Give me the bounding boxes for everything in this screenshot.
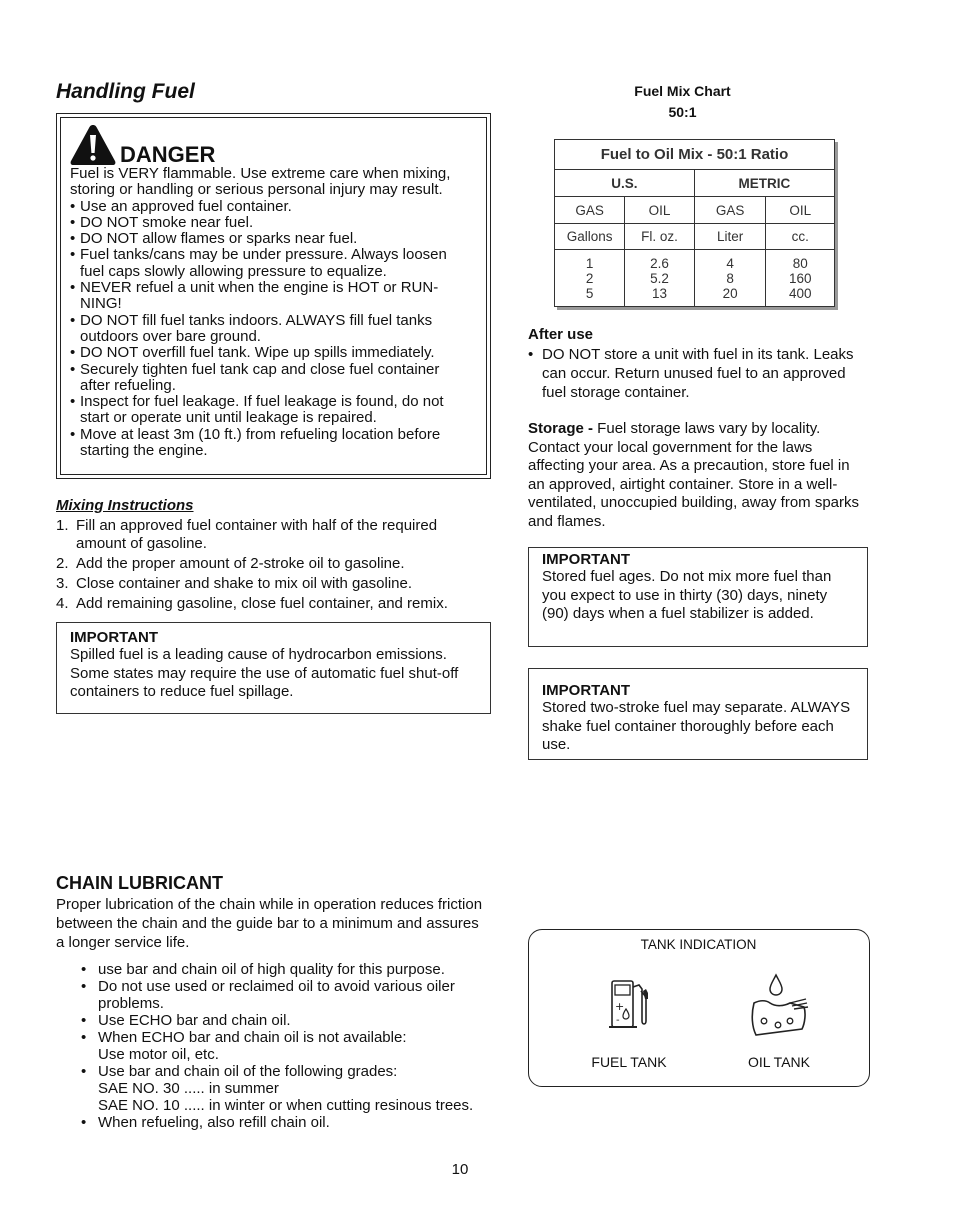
value: 80 [792,255,808,271]
after-use-list [528,345,873,402]
section-title-handling-fuel: Handling Fuel [56,80,195,103]
fuel-tank-label: FUEL TANK [591,1054,667,1070]
mixing-instructions-title: Mixing Instructions [56,497,194,514]
value: 400 [788,285,812,301]
us-header: U.S. [555,170,695,197]
important-separate-box [528,668,868,760]
danger-item: • Fuel tanks/cans may be under pressure. Always loosen fuel caps slowly allowing pressure to equalize. [70,247,470,280]
step-text: Add the proper amount of 2-stroke oil to gasoline. [76,555,405,572]
chain-item: • use bar and chain oil of high quality for this purpose. [56,961,501,978]
unit-cell: Fl. oz. [625,224,695,250]
danger-item: • DO NOT overfill fuel tank. Wipe up spills immediately. [70,345,470,361]
danger-list [70,199,470,460]
fuel-mix-caption [600,81,765,123]
value: 20 [722,285,738,301]
step-text: Close container and shake to mix oil with gasoline. [76,575,413,592]
value: 8 [726,270,734,286]
step-number: 1. [56,517,69,534]
danger-item: • NEVER refuel a unit when the engine is HOT or RUN- NING! [70,280,470,313]
value: 1 [585,255,594,271]
important-text: Stored two-stroke fuel may separate. ALWAYS shake fuel container thoroughly before each use. [542,699,851,754]
important-title: IMPORTANT [70,629,159,646]
unit-cell: Gallons [555,224,625,250]
danger-header [70,124,470,166]
mixing-steps [56,517,471,615]
after-use-title: After use [528,326,594,343]
danger-item: • Move at least 3m (10 ft.) from refueling location before starting the engine. [70,427,470,460]
mixing-step [56,555,471,573]
danger-box [56,113,491,479]
chain-item: • Use ECHO bar and chain oil. [56,1012,501,1029]
fuel-mix-caption-ratio: 50:1 [668,104,697,120]
danger-intro-line-2: storing or handling or serious personal injury may result. [70,181,443,199]
danger-heading: DANGER [120,142,216,167]
chain-item: • When refueling, also refill chain oil. [56,1114,501,1131]
step-number: 3. [56,575,69,592]
value: 4 [726,255,734,271]
important-text: Spilled fuel is a leading cause of hydrocarbon emissions. Some states may require the use of automatic fuel shut-off containers to reduce fuel spillage. [70,646,459,701]
value-cell [694,250,766,307]
danger-intro-line-1: Fuel is VERY flammable. Use extreme care when mixing, [70,165,451,182]
step-text: Fill an approved fuel container with half of the required amount of gasoline. [76,517,438,552]
mixing-step [56,595,471,613]
fuel-mix-caption-title: Fuel Mix Chart [634,83,731,99]
svg-text:-: - [616,1015,620,1026]
column-header: OIL [625,197,695,224]
important-spill-box [56,622,491,714]
chain-item-text: Use bar and chain oil of the following grades: [98,1063,398,1080]
storage-paragraph [528,420,863,532]
chain-sub-winter: SAE NO. 10 ..... in winter or when cutting resinous trees. [98,1097,474,1114]
tank-indication-title: TANK INDICATION [640,937,757,952]
danger-item: • Securely tighten fuel tank cap and close fuel container after refueling. [70,362,470,395]
column-header: GAS [694,197,766,224]
chain-item [56,1029,501,1063]
value-cell [766,250,835,307]
value: 5.2 [650,270,669,286]
page-number: 10 [451,1161,469,1178]
chain-sub-motor-oil: Use motor oil, etc. [98,1046,219,1063]
chain-item-text: When ECHO bar and chain oil is not available: [98,1029,407,1046]
chain-sub-summer: SAE NO. 30 ..... in summer [98,1080,279,1097]
danger-item: • DO NOT fill fuel tanks indoors. ALWAYS fill fuel tanks outdoors over bare ground. [70,313,470,346]
danger-item: • DO NOT allow flames or sparks near fuel. [70,231,470,247]
value: 2 [585,270,594,286]
value: 13 [651,285,668,301]
column-header: GAS [555,197,625,224]
step-number: 2. [56,555,69,572]
metric-header: METRIC [694,170,834,197]
value: 2.6 [650,255,669,271]
fuel-pump-icon [609,977,649,1031]
warning-triangle-icon [70,124,116,166]
value-cell [625,250,695,307]
svg-text:+: + [615,1000,625,1013]
storage-label: Storage - [528,420,594,437]
danger-item: • Use an approved fuel container. [70,199,470,215]
storage-text: Fuel storage laws vary by locality. Contact your local government for the laws affecting your area. As a precaution, store fuel in an approved, airtight container. Store in a well-ventilated, unoccupied building, away from sparks and flames. [528,420,860,530]
value-cell [555,250,625,307]
fuel-mix-table [554,139,835,307]
danger-box-inner [60,117,487,475]
step-number: 4. [56,595,69,612]
unit-cell: cc. [766,224,835,250]
mixing-step [56,517,471,553]
fuel-mix-table-wrap [554,139,835,307]
danger-item: • DO NOT smoke near fuel. [70,215,470,231]
important-title: IMPORTANT [542,551,631,568]
after-use-item: • DO NOT store a unit with fuel in its tank. Leaks can occur. Return unused fuel to an approved fuel storage container. [528,345,873,402]
chain-lubricant-title: CHAIN LUBRICANT [56,873,223,893]
oil-drop-chain-icon [746,973,812,1037]
chain-item: • Do not use used or reclaimed oil to avoid various oiler problems. [56,978,501,1012]
value: 160 [788,270,812,286]
step-text: Add remaining gasoline, close fuel container, and remix. [76,595,448,612]
important-age-box [528,547,868,647]
tank-indication-box [528,929,870,1087]
chain-item [56,1063,501,1114]
fuel-mix-table-title: Fuel to Oil Mix - 50:1 Ratio [555,140,835,170]
column-header: OIL [766,197,835,224]
important-title: IMPORTANT [542,682,631,699]
oil-tank-label: OIL TANK [748,1054,810,1070]
chain-intro: Proper lubrication of the chain while in operation reduces friction between the chain and the guide bar to a minimum and assures a longer service life. [56,896,483,951]
unit-cell: Liter [694,224,766,250]
chain-list [56,961,501,1131]
value: 5 [585,285,594,301]
mixing-step [56,575,471,593]
important-text: Stored fuel ages. Do not mix more fuel than you expect to use in thirty (30) days, ninety (90) days when a fuel stabilizer is added. [542,568,832,623]
danger-item: • Inspect for fuel leakage. If fuel leakage is found, do not start or operate unit until leakage is repaired. [70,394,470,427]
